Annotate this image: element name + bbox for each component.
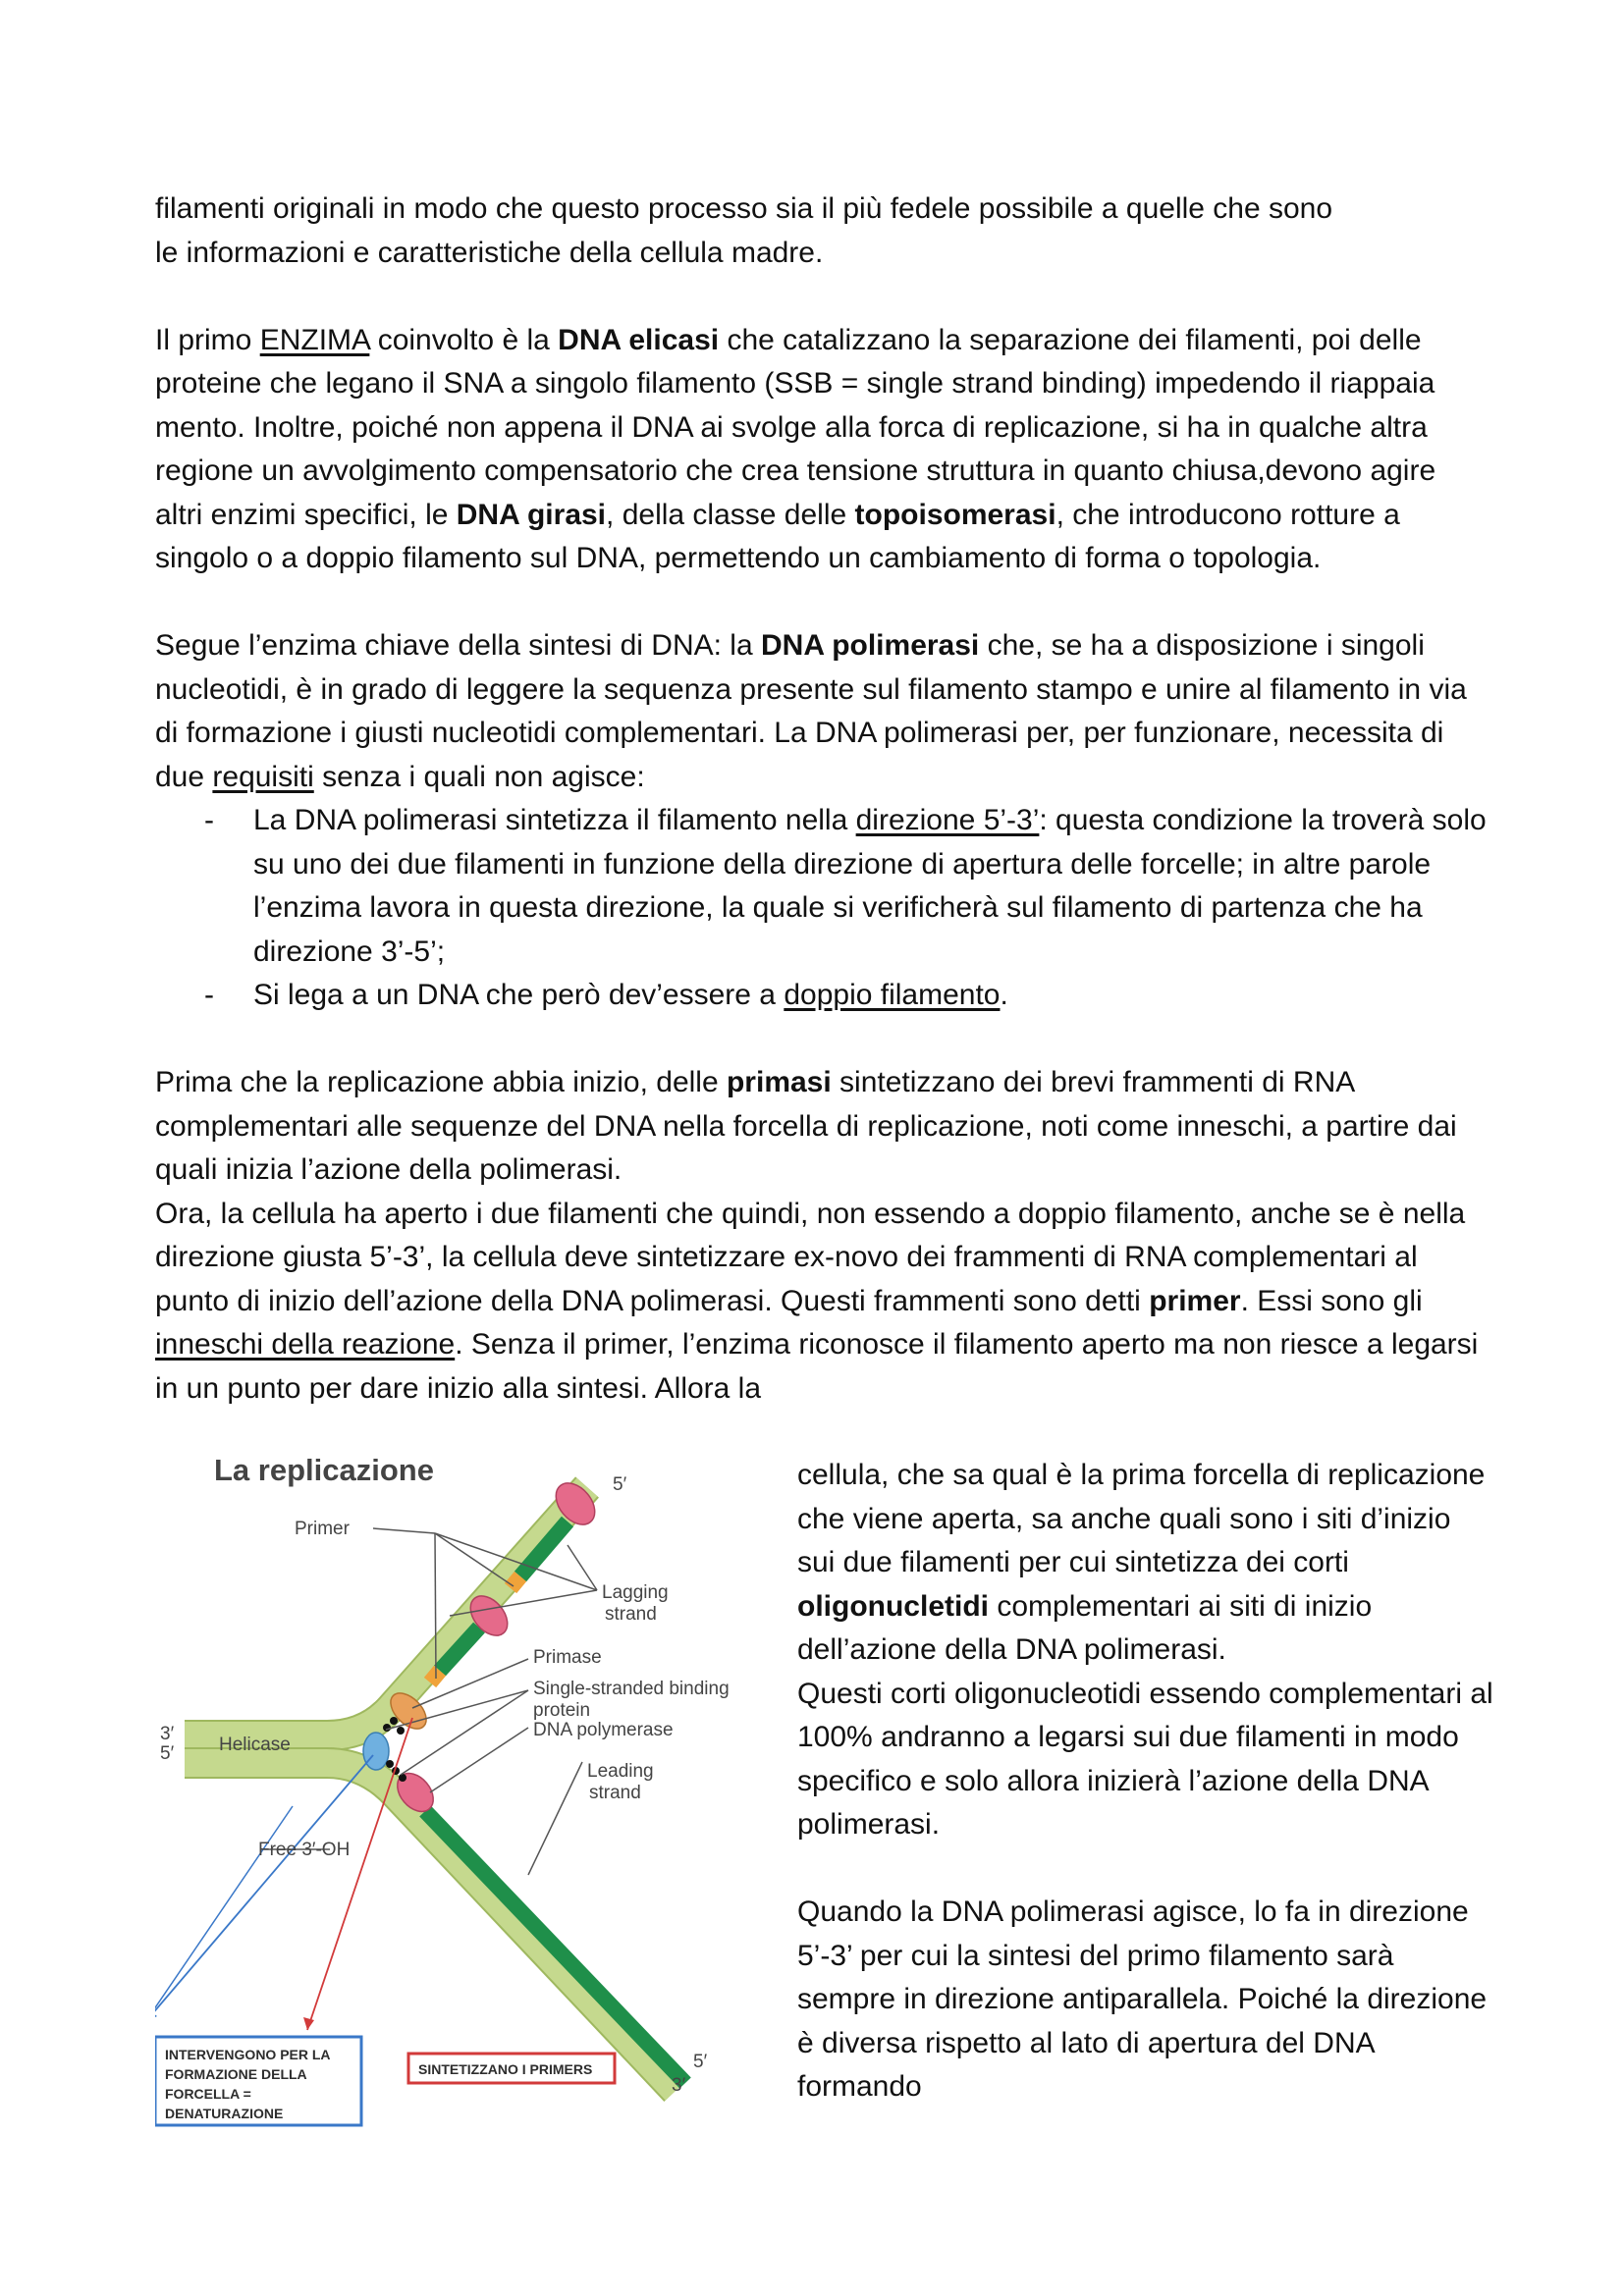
term-dna-polimerasi: DNA polimerasi	[760, 629, 980, 662]
side-paragraph-3: Quando la DNA polimerasi agisce, lo fa in direzione 5’-3’ per cui la sintesi del primo filamento sarà sempre in direzione antiparallela. Poiché la direzione è diversa rispetto al lato di apertura del DNA formando	[797, 1896, 1488, 2103]
label-ssb-1: Single-stranded binding	[533, 1679, 730, 1699]
body-text	[155, 187, 1490, 1411]
svg-text:FORMAZIONE DELLA: FORMAZIONE DELLA	[165, 2066, 307, 2082]
arrow-helicase	[155, 1755, 373, 2022]
label-lagging-1: Lagging	[602, 1582, 669, 1603]
label-3-bottom: 3′	[672, 2075, 686, 2096]
label-leading-1: Leading	[587, 1761, 654, 1782]
term-primasi: primasi	[726, 1066, 832, 1098]
label-5-top: 5′	[613, 1474, 627, 1495]
figure-title: La replicazione	[214, 1453, 434, 1487]
box-primers-label: SINTETIZZANO I PRIMERS	[418, 2061, 593, 2077]
ssb-dot	[386, 1760, 394, 1768]
ssb-dot	[383, 1724, 391, 1732]
requirements-list	[155, 799, 1490, 1018]
term-topoisomerasi: topoisomerasi	[854, 498, 1056, 531]
leading-strand-new	[425, 1811, 685, 2083]
primer-segment	[511, 1576, 520, 1588]
list-item: - La DNA polimerasi sintetizza il filamento nella direzione 5’-3’: questa condizione la troverà solo su uno dei due filamenti in funzione della direzione di apertura delle forcelle; in altre parole l’enzima lavora in questa direzione, la quale si verificherà sul filamento di partenza che ha direzione 3’-5’;	[155, 799, 1490, 974]
term-primer: primer	[1149, 1284, 1241, 1317]
label-primase: Primase	[533, 1647, 602, 1668]
term-inneschi: inneschi della reazione	[155, 1328, 456, 1361]
svg-text:DENATURAZIONE: DENATURAZIONE	[165, 2106, 284, 2121]
side-text	[797, 1454, 1494, 2109]
paragraph-enzymes: Il primo ENZIMA coinvolto è la DNA elicasi che catalizzano la separazione dei filamenti, poi delle proteine che legano il SNA a singolo filamento (SSB = single strand binding) impedendo il riappaia mento. Inoltre, poiché non appena il DNA ai svolge alla forca di replicazione, si ha in qualche altra regione un avvolgimento compensatorio che crea tensione struttura in quanto chiusa,devono agire altri enzimi specifici, le DNA girasi, della classe delle topoisomerasi, che introducono rotture a singolo o a doppio filamento sul DNA, permettendo un cambiamento di forma o topologia.	[155, 323, 1436, 574]
term-enzima: ENZIMA	[259, 323, 370, 356]
paragraph-primasi: Prima che la replicazione abbia inizio, delle primasi sintetizzano dei brevi frammenti di RNA complementari alle sequenze del DNA nella forcella di replicazione, noti come inneschi, a partire dai quali inizia l’azione della polimerasi.	[155, 1066, 1457, 1186]
label-5-left: 5′	[160, 1743, 175, 1764]
paragraph-primer: Ora, la cellula ha aperto i due filamenti che quindi, non essendo a doppio filamento, anche se è nella direzione giusta 5’-3’, la cellula deve sintetizzare ex-novo dei frammenti di RNA complementari al punto di inizio dell’azione della DNA polimerasi. Questi frammenti sono detti primer. Essi sono gli inneschi della reazione. Senza il primer, l’enzima riconosce il filamento aperto ma non riesce a legarsi in un punto per dare inizio alla sintesi. Allora la	[155, 1197, 1479, 1405]
label-lagging-2: strand	[605, 1604, 657, 1625]
term-oligonucletidi: oligonucletidi	[797, 1589, 989, 1623]
ssb-dot	[397, 1727, 405, 1735]
label-3-left: 3′	[160, 1724, 175, 1744]
label-dna-polymerase: DNA polymerase	[533, 1720, 674, 1740]
label-5-bottom: 5′	[693, 2052, 708, 2072]
label-ssb-2: protein	[533, 1700, 591, 1721]
term-dna-girasi: DNA girasi	[456, 498, 607, 531]
label-primer: Primer	[295, 1519, 350, 1539]
paragraph-polymerase: Segue l’enzima chiave della sintesi di DNA: la DNA polimerasi che, se ha a disposizione i singoli nucleotidi, è in grado di leggere la sequenza presente sul filamento stampo e unire al filamento in via di formazione i giusti nucleotidi complementari. La DNA polimerasi per, per funzionare, necessita di due requisiti senza i quali non agisce:	[155, 629, 1467, 793]
replication-figure	[155, 1443, 764, 2130]
term-requisiti: requisiti	[212, 760, 314, 793]
arrow-to-blue-box	[155, 1806, 293, 2022]
side-paragraph-2: Questi corti oligonucleotidi essendo complementari al 100% andranno a legarsi sui due filamenti in modo specifico e solo allora inizierà l’azione della DNA polimerasi.	[797, 1677, 1493, 1841]
ssb-dot	[399, 1774, 406, 1782]
list-item: - Si lega a un DNA che però dev’essere a doppio filamento.	[155, 974, 1490, 1018]
label-helicase: Helicase	[219, 1735, 291, 1755]
side-paragraph-1: cellula, che sa qual è la prima forcella di replicazione che viene aperta, sa anche quali sono i siti d’inizio sui due filamenti per cui sintetizza dei corti oligonucletidi complementari ai siti di inizio dell’azione della DNA polimerasi.	[797, 1459, 1486, 1666]
paragraph-intro: filamenti originali in modo che questo processo sia il più fedele possibile a quelle che sono le informazioni e caratteristiche della cellula madre.	[155, 192, 1333, 269]
helicase	[363, 1733, 389, 1770]
term-dna-elicasi: DNA elicasi	[558, 323, 720, 356]
label-leading-2: strand	[589, 1783, 641, 1803]
primer-segment	[430, 1671, 440, 1682]
ssb-dot	[390, 1717, 398, 1725]
label-free-oh: Free 3′-OH	[258, 1840, 351, 1860]
svg-text:FORCELLA =: FORCELLA =	[165, 2086, 251, 2102]
svg-text:INTERVENGONO PER LA: INTERVENGONO PER LA	[165, 2047, 331, 2062]
